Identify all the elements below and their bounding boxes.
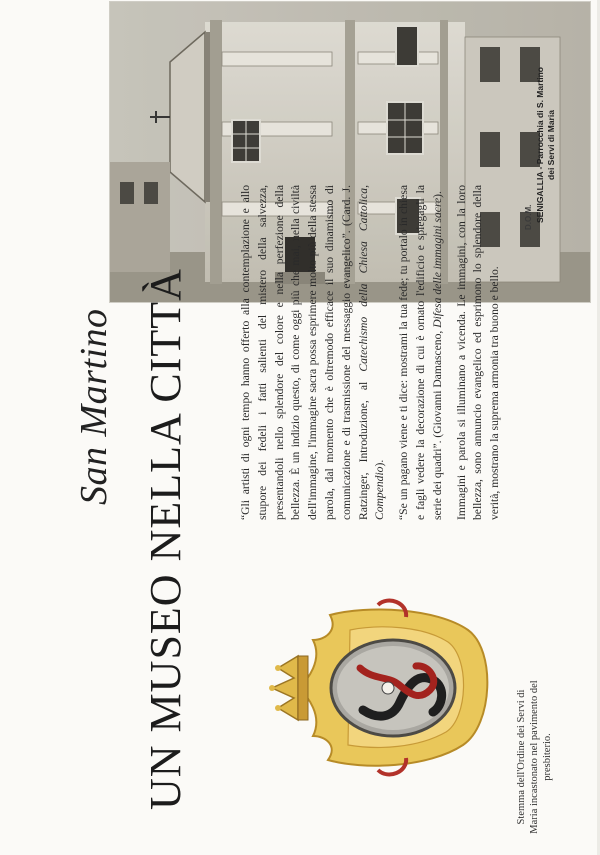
emblem-caption: Stemma dell'Ordine dei Servi di Maria incastonato nel pavimento del presbiterio. bbox=[516, 680, 553, 834]
body-text bbox=[238, 185, 511, 520]
p3-text: Immagini e parola si illuminano a vicenda. Le immagini, con la loro bellezza, sono annuncio evangelico ed esprimono lo splendore della verità, mostrano la suprema armonia tra buono e bello. bbox=[454, 185, 502, 520]
postcard-caption bbox=[535, 20, 557, 270]
p2-end: ). bbox=[430, 191, 444, 198]
p1-text: “Gli artisti di ogni tempo hanno offerto alla contemplazione e allo stupore dei fedeli i fatti salienti del mistero della salvezza, presentandoli nello splendore del colore e nella perfezione della bellezza. È un indizio questo, di come oggi più che mai, nella civiltà dell'immagine, l'immagine sacra possa esprimere molto più della stessa parola, dal momento che è oltremodo efficace il suo dinamismo di comunicazione e di trasmissione del messaggio evangelico”. (Card. J. Ratzinger, Introduzione, al bbox=[239, 185, 370, 520]
body-paragraph-1 bbox=[238, 185, 389, 520]
page-title: UN MUSEO NELLA CITTÀ bbox=[141, 268, 190, 810]
p1-end: ). bbox=[373, 459, 387, 467]
p2-italic: Difesa delle immagini sacre bbox=[430, 197, 444, 328]
postcard-caption-line1: SENIGALLIA - Parrocchia di S. Martino bbox=[535, 67, 545, 224]
heading-subtitle: San Martino bbox=[73, 308, 115, 505]
p2-text: “Se un pagano viene e ti dice: mostrami la tua fede; tu portalo in chiesa e fagli vedere la decorazione di cui è ornato l'edificio e spiegagli la serie dei quadri”. (Giovanni Damasceno, bbox=[397, 185, 444, 520]
postcard-caption-line2: dei Servi di Maria bbox=[546, 110, 556, 180]
servite-emblem bbox=[268, 595, 508, 780]
p1-italic: Catechismo della Chiesa Cattolica, Compendio bbox=[356, 185, 387, 520]
body-paragraph-2 bbox=[396, 185, 446, 520]
facade-inscription: D.O.M. bbox=[524, 204, 533, 230]
body-paragraph-3 bbox=[454, 185, 504, 520]
servite-coat-of-arms-icon bbox=[268, 595, 503, 780]
